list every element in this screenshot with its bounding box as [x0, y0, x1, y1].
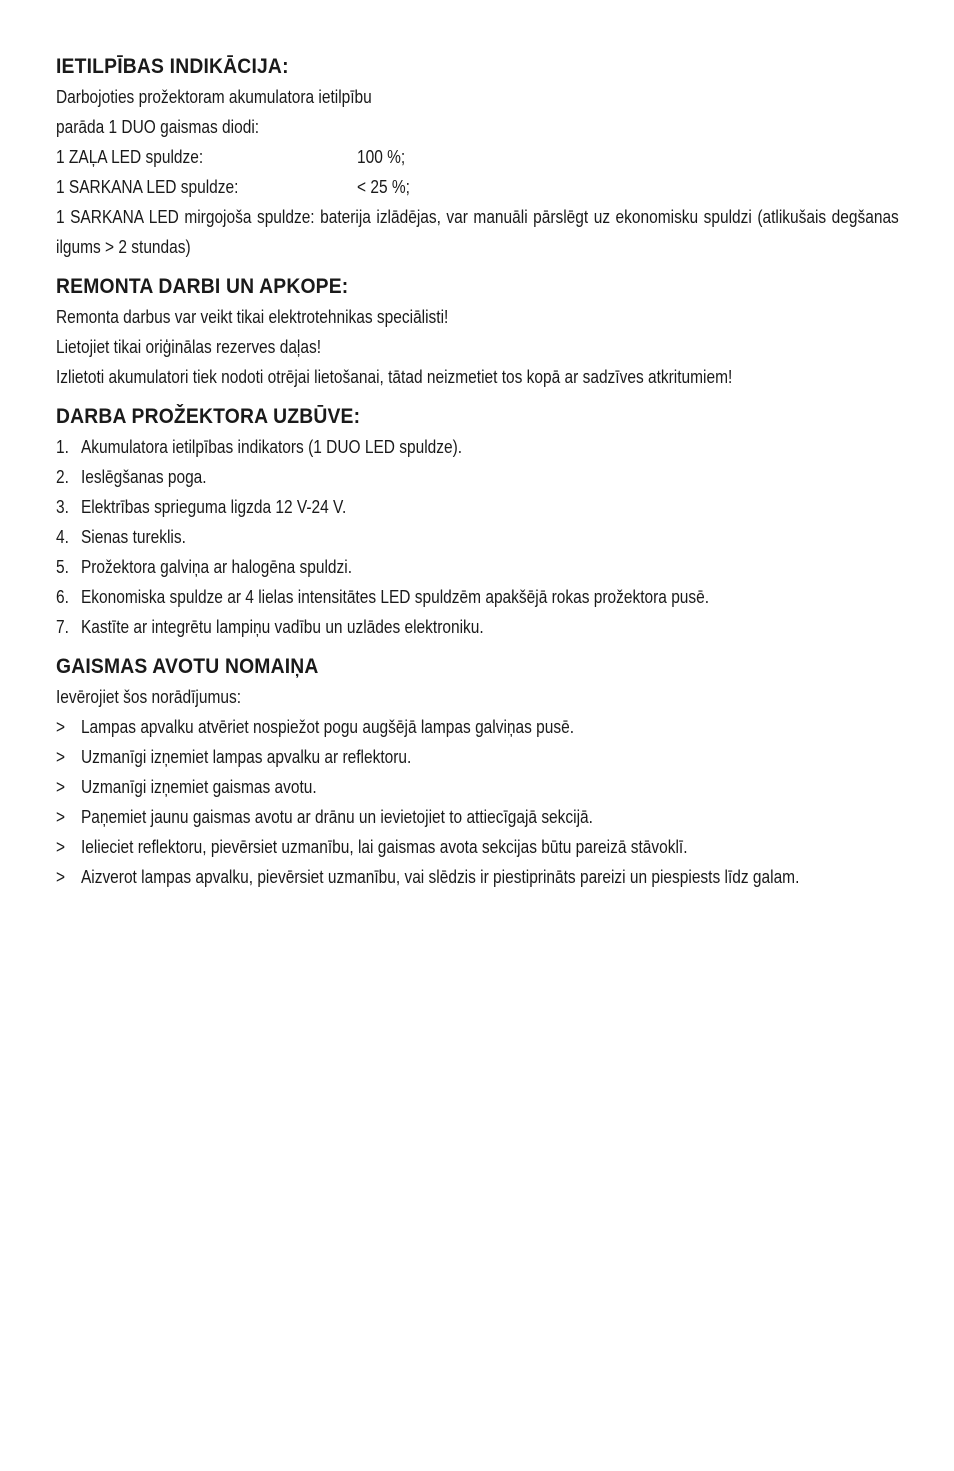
list-item-marker: > [56, 837, 66, 857]
list-item-number: 3. [56, 497, 69, 517]
list-item [56, 712, 899, 742]
heading-repair: REMONTA DARBI UN APKOPE: [56, 275, 349, 298]
list-item [56, 522, 899, 552]
list-item-text: Akumulatora ietilpības indikators (1 DUO LED spuldze). [80, 437, 463, 457]
list-item-text: Ekonomiska spuldze ar 4 lielas intensitātes LED spuldzēm apakšējā rokas prožektora pusē. [80, 587, 710, 607]
repair-line: Lietojiet tikai oriģinālas rezerves daļas! [56, 337, 322, 357]
list-item-marker: > [56, 777, 66, 797]
list-item-number: 2. [56, 467, 69, 487]
replacement-list [56, 712, 899, 892]
capacity-row-label: 1 SARKANA LED spuldze: [56, 177, 239, 197]
list-item-number: 6. [56, 587, 69, 607]
list-item [56, 432, 899, 462]
list-item [56, 742, 899, 772]
heading-replacement: GAISMAS AVOTU NOMAIŅA [56, 655, 319, 678]
list-item [56, 552, 899, 582]
structure-list [56, 432, 899, 642]
list-item-text: Elektrības sprieguma ligzda 12 V-24 V. [80, 497, 347, 517]
list-item-number: 4. [56, 527, 69, 547]
list-item-text: Sienas tureklis. [80, 527, 186, 547]
capacity-row-value: < 25 %; [357, 177, 410, 197]
list-item [56, 582, 899, 612]
list-item-text: Ielieciet reflektoru, pievērsiet uzmanību, lai gaismas avota sekcijas būtu pareizā stāvoklī. [80, 837, 688, 857]
list-item-text: Uzmanīgi izņemiet lampas apvalku ar reflektoru. [80, 747, 412, 767]
list-item-marker: > [56, 717, 66, 737]
section-repair [56, 272, 899, 392]
section-capacity [56, 52, 899, 262]
repair-line: Izlietoti akumulatori tiek nodoti otrējai lietošanai, tātad neizmetiet tos kopā ar sadzīves atkritumiem! [56, 367, 733, 387]
heading-structure: DARBA PROŽEKTORA UZBŪVE: [56, 405, 361, 428]
list-item-text: Aizverot lampas apvalku, pievērsiet uzmanību, vai slēdzis ir piestiprināts pareizi un piespiests līdz galam. [80, 867, 800, 887]
capacity-intro-line-2: parāda 1 DUO gaismas diodi: [56, 117, 260, 137]
capacity-row-label: 1 ZAĻA LED spuldze: [56, 147, 204, 167]
capacity-intro-line-1: Darbojoties prožektoram akumulatora ietilpību [56, 87, 372, 107]
list-item-number: 5. [56, 557, 69, 577]
list-item-number: 1. [56, 437, 69, 457]
list-item-text: Ieslēgšanas poga. [80, 467, 207, 487]
list-item [56, 802, 899, 832]
section-structure [56, 402, 899, 642]
list-item-marker: > [56, 867, 66, 887]
list-item [56, 612, 899, 642]
document-page [56, 52, 899, 902]
replacement-intro: Ievērojiet šos norādījumus: [56, 687, 241, 707]
heading-capacity: IETILPĪBAS INDIKĀCIJA: [56, 55, 289, 78]
list-item [56, 462, 899, 492]
list-item-text: Paņemiet jaunu gaismas avotu ar drānu un ievietojiet to attiecīgajā sekcijā. [80, 807, 593, 827]
list-item [56, 492, 899, 522]
list-item-marker: > [56, 807, 66, 827]
list-item-marker: > [56, 747, 66, 767]
list-item-text: Kastīte ar integrētu lampiņu vadību un uzlādes elektroniku. [80, 617, 484, 637]
capacity-row-red [56, 172, 781, 202]
section-replacement [56, 652, 899, 892]
list-item-text: Uzmanīgi izņemiet gaismas avotu. [80, 777, 317, 797]
list-item [56, 832, 899, 862]
list-item [56, 772, 899, 802]
list-item [56, 862, 899, 892]
list-item-text: Prožektora galviņa ar halogēna spuldzi. [80, 557, 353, 577]
repair-line: Remonta darbus var veikt tikai elektrotehnikas speciālisti! [56, 307, 449, 327]
capacity-note: 1 SARKANA LED mirgojoša spuldze: baterija izlādējas, var manuāli pārslēgt uz ekonomisku spuldzi (atlikušais degšanas ilgums > 2 stundas) [56, 207, 899, 257]
capacity-row-green [56, 142, 781, 172]
list-item-number: 7. [56, 617, 69, 637]
list-item-text: Lampas apvalku atvēriet nospiežot pogu augšējā lampas galviņas pusē. [80, 717, 575, 737]
capacity-row-value: 100 %; [357, 147, 406, 167]
